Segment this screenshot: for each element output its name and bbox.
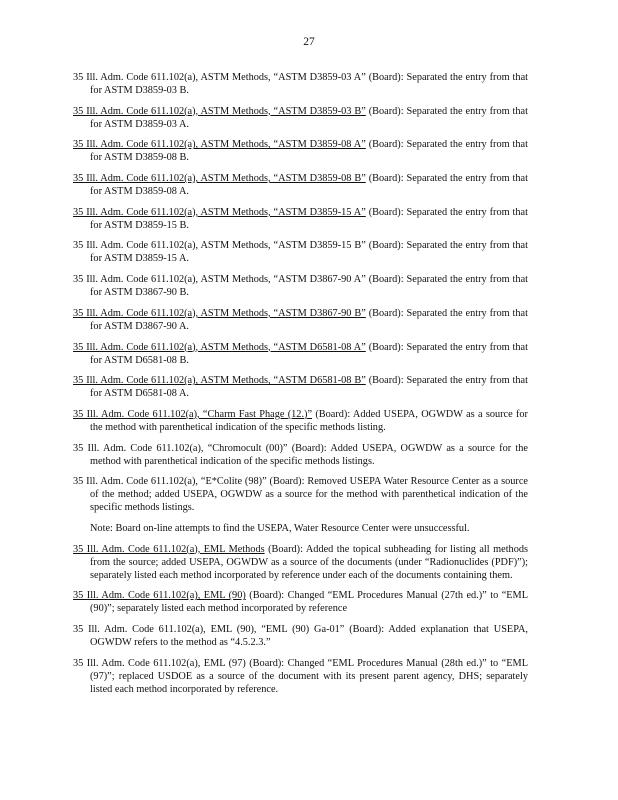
entry-citation: 35 Ill. Adm. Code 611.102(a), ASTM Methods, “ASTM D3859-15 A” xyxy=(73,206,366,218)
entry xyxy=(73,206,528,232)
entry xyxy=(73,273,528,299)
entry-description: Removed USEPA Water Resource Center as a source of the method; added USEPA, OGWDW as a source for the method with parenthetical indication of the specific methods listings. xyxy=(90,476,529,514)
entry-description: (Board): Added the topical subheading for listing all methods from the source; added USEPA, OGWDW as a source of the documents (under “Radionuclides (PDF)”); separately listed each method incorporated by reference under each of the documents containing them. xyxy=(90,543,529,581)
entry-description: Changed “EML Procedures Manual (28th ed.)” to “EML (97)”; replaced USDOE as a source of the document with its present parent agency, DHS; separately listed each method incorporated by reference. xyxy=(90,657,528,695)
entry xyxy=(73,307,528,333)
entry-description: Added USEPA, OGWDW as a source for the method with parenthetical indication of the specific methods listings. xyxy=(90,442,528,467)
entries-group-a xyxy=(73,71,528,514)
entry xyxy=(73,138,528,164)
entry-citation: 35 Ill. Adm. Code 611.102(a), ASTM Methods, “ASTM D3859-03 A” (Board): xyxy=(73,72,404,83)
entry xyxy=(73,623,528,649)
entry-citation: 35 Ill. Adm. Code 611.102(a), ASTM Methods, “ASTM D3867-90 A” (Board): xyxy=(73,274,404,286)
entry-citation: 35 Ill. Adm. Code 611.102(a), EML Methods xyxy=(73,543,265,555)
entry-citation: 35 Ill. Adm. Code 611.102(a), EML (90) xyxy=(73,590,246,602)
entry xyxy=(73,657,528,696)
entry xyxy=(73,442,528,468)
entry-description: (Board): Separated the entry from that for ASTM D3859-15 B. xyxy=(90,206,528,231)
entry-description: (Board): Separated the entry from that for ASTM D6581-08 B. xyxy=(90,341,528,366)
page-number: 27 xyxy=(303,36,315,48)
entries-group-b xyxy=(73,543,528,696)
entry-description: (Board): Separated the entry from that for ASTM D3859-15 A. xyxy=(90,240,528,265)
entry-description: (Board): Separated the entry from that for ASTM D3859-08 B. xyxy=(90,139,528,164)
entry-description: (Board): Separated the entry from that for ASTM D3859-03 A. xyxy=(90,105,528,130)
entry xyxy=(73,543,528,582)
entry xyxy=(73,105,528,131)
entry-description: Separated the entry from that for ASTM D3859-03 B. xyxy=(90,72,528,96)
entry-description: (Board): Changed “EML Procedures Manual (27th ed.)” to “EML (90)”; separately listed each method incorporated by reference xyxy=(90,590,528,615)
entry-citation: 35 Ill. Adm. Code 611.102(a), ASTM Methods, “ASTM D6581-08 B” xyxy=(73,375,366,387)
entry-description: (Board): Separated the entry from that for ASTM D3859-08 A. xyxy=(90,173,528,198)
entry xyxy=(73,239,528,265)
entry xyxy=(73,341,528,367)
entry-citation: 35 Ill. Adm. Code 611.102(a), EML (97) (Board): xyxy=(73,657,285,669)
entry-citation: 35 Ill. Adm. Code 611.102(a), EML (90), “EML (90) Ga-01” (Board): xyxy=(73,624,385,635)
note: Note: Board on-line attempts to find the USEPA, Water Resource Center were unsuccessful. xyxy=(90,522,470,534)
entry xyxy=(73,374,528,400)
entry xyxy=(73,408,528,434)
entry xyxy=(73,589,528,615)
entry-description: (Board): Separated the entry from that for ASTM D3867-90 A. xyxy=(90,307,528,332)
entry-description: Added explanation that USEPA, OGWDW refers to the method as “4.5.2.3.” xyxy=(90,624,528,648)
entry-description: (Board): Added USEPA, OGWDW as a source for the method with parenthetical indication of the specific methods listing. xyxy=(90,408,528,433)
entry xyxy=(73,172,528,198)
entry-citation: 35 Ill. Adm. Code 611.102(a), ASTM Methods, “ASTM D3867-90 B” xyxy=(73,307,366,319)
entry-citation: 35 Ill. Adm. Code 611.102(a), “Charm Fast Phage (12.)” xyxy=(73,408,313,420)
entry-citation: 35 Ill. Adm. Code 611.102(a), “Chromocult (00)” (Board): xyxy=(73,442,327,454)
entry-citation: 35 Ill. Adm. Code 611.102(a), “E*Colite (98)” (Board): xyxy=(73,476,305,488)
entries-list xyxy=(73,71,528,703)
entry-citation: 35 Ill. Adm. Code 611.102(a), ASTM Methods, “ASTM D3859-03 B” xyxy=(73,105,366,117)
entry-citation: 35 Ill. Adm. Code 611.102(a), ASTM Methods, “ASTM D6581-08 A” xyxy=(73,341,366,353)
entry xyxy=(73,71,528,97)
entry xyxy=(73,475,528,514)
entry-description: (Board): Separated the entry from that for ASTM D6581-08 A. xyxy=(90,375,528,400)
entry-citation: 35 Ill. Adm. Code 611.102(a), ASTM Methods, “ASTM D3859-08 A” xyxy=(73,139,366,151)
entry-citation: 35 Ill. Adm. Code 611.102(a), ASTM Methods, “ASTM D3859-15 B” xyxy=(73,240,366,252)
entry-citation: 35 Ill. Adm. Code 611.102(a), ASTM Methods, “ASTM D3859-08 B” xyxy=(73,173,366,185)
entry-description: Separated the entry from that for ASTM D3867-90 B. xyxy=(90,274,528,299)
